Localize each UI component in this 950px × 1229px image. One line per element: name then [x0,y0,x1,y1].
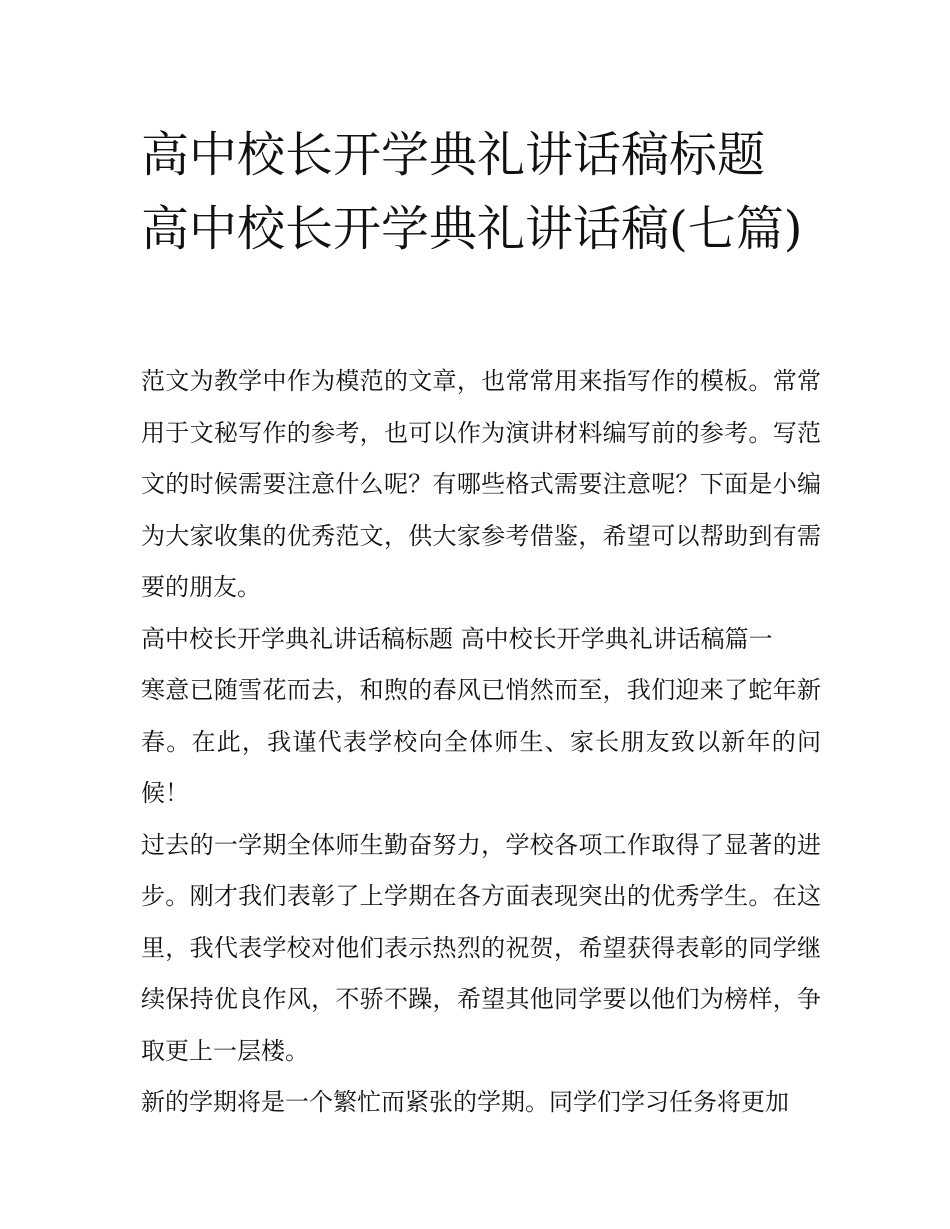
paragraph-greeting: 寒意已随雪花而去，和煦的春风已悄然而至，我们迎来了蛇年新春。在此，我谨代表学校向全体师生、家长朋友致以新年的问候！ [141,676,821,807]
document-title: 高中校长开学典礼讲话稿标题 高中校长开学典礼讲话稿(七篇) [141,127,803,257]
paragraph-new-term: 新的学期将是一个繁忙而紧张的学期。同学们学习任务将更加 [141,1088,789,1116]
document-body [141,356,821,1129]
paragraph-section-heading: 高中校长开学典礼讲话稿标题 高中校长开学典礼讲话稿篇一 [141,624,773,653]
paragraph-review: 过去的一学期全体师生勤奋努力，学校各项工作取得了显著的进步。刚才我们表彰了上学期在各方面表现突出的优秀学生。在这里，我代表学校对他们表示热烈的祝贺，希望获得表彰的同学继续保持优良作风，不骄不躁，希望其他同学要以他们为榜样，争取更上一层楼。 [141,830,821,1065]
paragraph-intro: 范文为教学中作为模范的文章，也常常用来指写作的模板。常常用于文秘写作的参考，也可以作为演讲材料编写前的参考。写范文的时候需要注意什么呢？有哪些格式需要注意呢？下面是小编为大家收集的优秀范文，供大家参考借鉴，希望可以帮助到有需要的朋友。 [141,367,821,601]
